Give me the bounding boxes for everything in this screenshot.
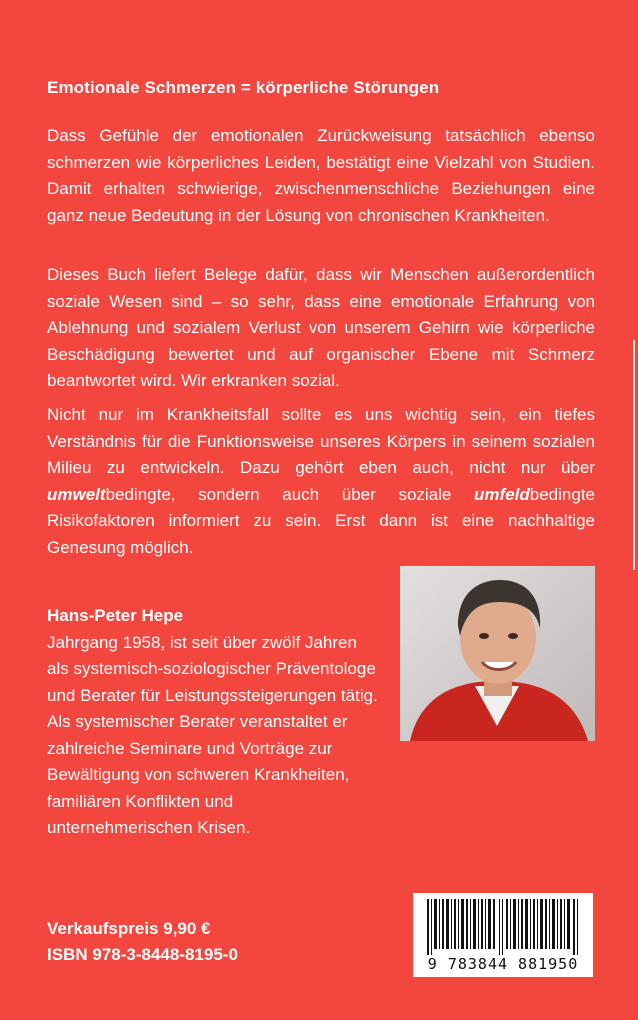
paragraph-3: [47, 402, 595, 561]
paragraph-3-text-2: bedingte, sondern auch über soziale: [105, 484, 475, 504]
barcode: [413, 893, 593, 977]
paragraph-1: Dass Gefühle der emotionalen Zurückweisung tatsächlich ebenso schmerzen wie körperliches Leiden, bestätigt eine Vielzahl von Studien. Damit erhalten schwierige, zwischenmenschliche Beziehungen eine ganz neue Bedeutung in der Lösung von chronischen Krankheiten.: [47, 126, 595, 225]
edge-line: [633, 340, 635, 570]
barcode-digits: 9 783844 881950: [427, 955, 579, 973]
price-isbn-block: [47, 916, 238, 968]
paragraph-2: Dieses Buch liefert Belege dafür, dass wir Menschen außerordentlich soziale Wesen sind – so sehr, dass eine emotionale Erfahrung von Ablehnung und sozialem Verlust von unserem Gehirn wie körperliche Beschädigung bewertet und auf organischer Ebene mit Schmerz beantwortet wird. Wir erkranken sozial.: [47, 265, 595, 390]
paragraph-3-text-1: Nicht nur im Krankheitsfall sollte es uns wichtig sein, ein tiefes Verständnis für die Funktionsweise unseres Körpers in seinem sozialen Milieu zu entwickeln. Dazu gehört eben auch, nicht nur über: [47, 405, 595, 477]
emphasis-umfeld: umfeld: [474, 484, 530, 504]
section-heading: Emotionale Schmerzen = körperliche Störungen: [47, 78, 440, 97]
barcode-bars: [413, 893, 593, 955]
paragraph-3-text-3: bedingte Risikofaktoren informiert zu sein. Erst dann ist eine nachhaltige Genesung möglich.: [47, 484, 595, 557]
price-label: Verkaufspreis 9,90 €: [47, 919, 211, 938]
author-bio-block: [47, 603, 595, 842]
author-name: Hans-Peter Hepe: [47, 606, 184, 625]
isbn-label: ISBN 978-3-8448-8195-0: [47, 945, 238, 964]
author-bio: Jahrgang 1958, ist seit über zwölf Jahren als systemisch-soziologischer Präventologe und Berater für Leistungssteigerungen tätig. Als systemischer Berater veranstaltet er zahlreiche Seminare und Vorträge zur Bewältigung von schweren Krankheiten, familiären Konflikten und unternehmerischen Krisen.: [47, 632, 378, 837]
emphasis-umwelt: umwelt: [47, 484, 106, 504]
